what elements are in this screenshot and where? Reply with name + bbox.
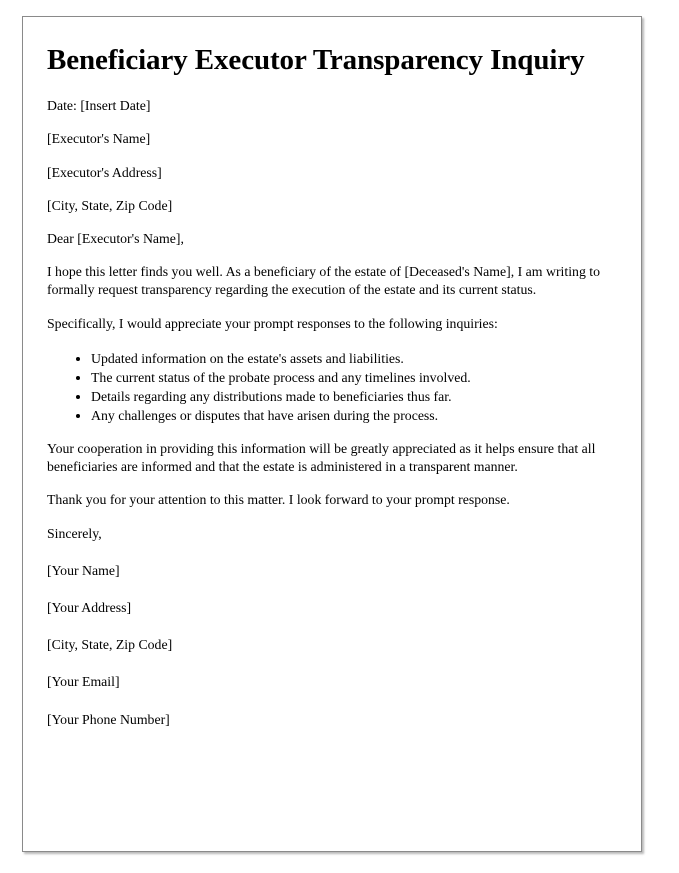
recipient-name: [Executor's Name] [47,131,151,147]
recipient-city-state-zip: [City, State, Zip Code] [47,197,173,213]
paragraph-thanks: Thank you for your attention to this matter. I look forward to your prompt response. [47,492,510,508]
paragraph-opening: I hope this letter finds you well. As a beneficiary of the estate of [Deceased's Name], I am writing to formally request transparency regarding the execution of the estate and its current status. [47,264,601,298]
list-item: • Details regarding any distributions made to beneficiaries thus far. [91,387,611,406]
recipient-address: [Executor's Address] [47,164,162,180]
date-line: Date: [Insert Date] [47,98,151,114]
list-item: • Updated information on the estate's assets and liabilities. [91,349,611,368]
paragraph-request-intro: Specifically, I would appreciate your prompt responses to the following inquiries: [47,315,498,331]
page-title: Beneficiary Executor Transparency Inquiry [47,44,585,76]
salutation: Dear [Executor's Name], [47,231,184,247]
list-item: • The current status of the probate process and any timelines involved. [91,368,611,387]
closing-salutation: Sincerely, [47,525,102,541]
signature-phone: [Your Phone Number] [47,711,170,727]
inquiries-list [47,349,611,425]
signature-email: [Your Email] [47,674,120,690]
paragraph-cooperation: Your cooperation in providing this information will be greatly appreciated as it helps ensure that all beneficiaries are informed and that the estate is administered in a transparent manner. [47,440,596,475]
document-content [23,17,641,729]
signature-city-state-zip: [City, State, Zip Code] [47,637,173,653]
list-item: • Any challenges or disputes that have arisen during the process. [91,406,611,425]
signature-name: [Your Name] [47,562,120,578]
signature-address: [Your Address] [47,599,132,615]
document-page [22,16,642,852]
